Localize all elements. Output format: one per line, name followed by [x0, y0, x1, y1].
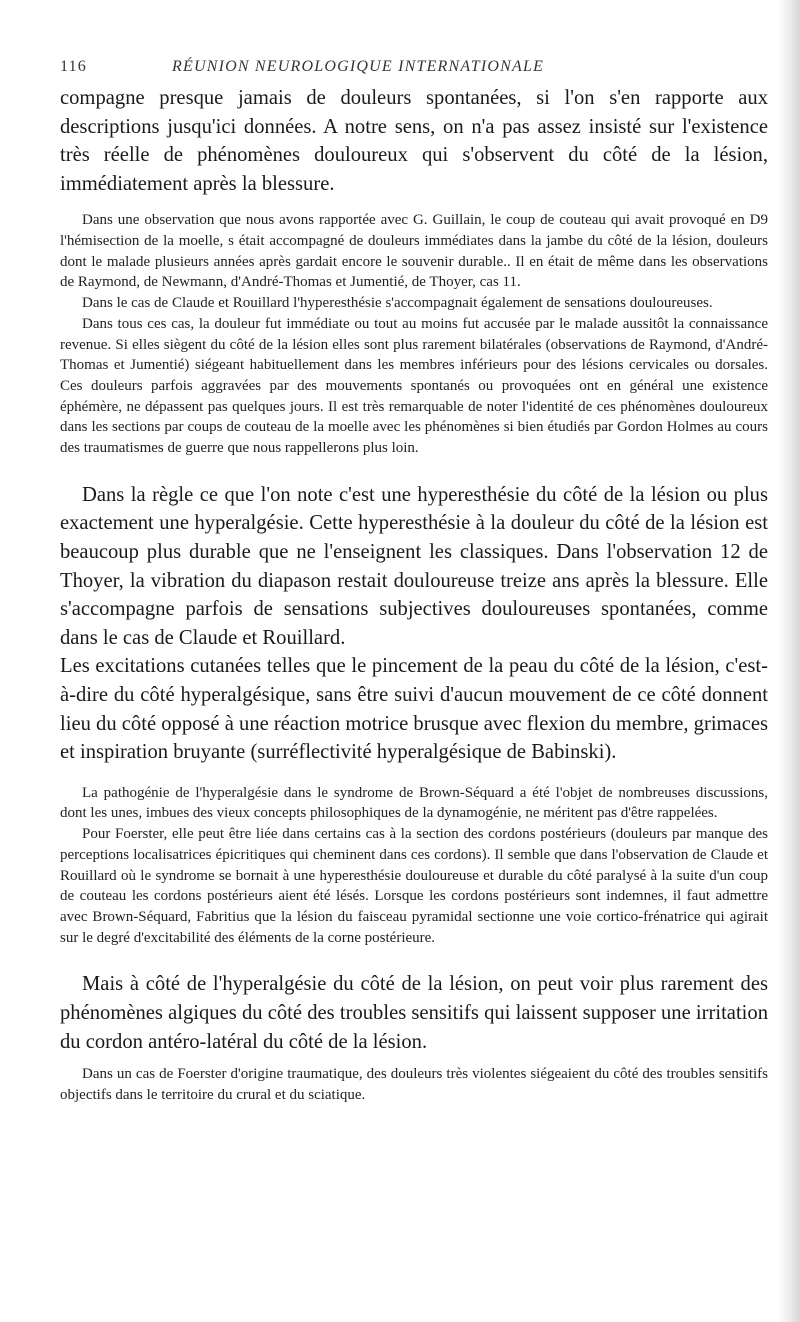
small-print-paragraph-1: Dans une observation que nous avons rapportée avec G. Guillain, le coup de couteau qui avait provoqué en D9 l'hémisection de la moelle, s était accompagné de douleurs immédiates dans la jambe du côté de la lésion, douleurs dont le malade plusieurs années après gardait encore le souvenir durable.. Il en était de même dans les observations de Raymond, de Newmann, d'André-Thomas et Jumentié, de Thoyer, cas 11. — [60, 212, 768, 291]
body-paragraph-4: Mais à côté de l'hyperalgésie du côté de la lésion, on peut voir plus rarement des phénomènes algiques du côté des troubles sensitifs qui laissent supposer une irritation du cordon antéro-latéral du côté de la lésion. — [60, 973, 768, 1053]
page-edge-shadow — [778, 0, 800, 1322]
body-paragraph-1: compagne presque jamais de douleurs spontanées, si l'on s'en rapporte aux descriptions jusqu'ici données. A notre sens, on n'a pas assez insisté sur l'existence très réelle de phénomènes douloureux qui s'observent du côté de la lésion, immédiatement après la blessure. — [60, 87, 768, 195]
body-paragraph-2: Dans la règle ce que l'on note c'est une hyperesthésie du côté de la lésion ou plus exactement une hyperalgésie. Cette hyperesthésie à la douleur du côté de la lésion est beaucoup plus durable que ne l'enseignent les classiques. Dans l'observation 12 de Thoyer, la vibration du diapason restait douloureuse treize ans après la blessure. Elle s'accompagne parfois de sensations subjectives douloureuses spontanées, comme dans le cas de Claude et Rouillard. — [60, 483, 768, 649]
body-paragraph-3: Les excitations cutanées telles que le pincement de la peau du côté de la lésion, c'est-à-dire du côté hyperalgésique, sans être suivi d'aucun mouvement de ce côté donnent lieu du côté opposé à une réaction motrice brusque avec flexion du membre, grimaces et inspiration bruyante (surréflectivité hyperalgésique de Babinski). — [60, 655, 768, 764]
small-print-paragraph-6: Dans un cas de Foerster d'origine traumatique, des douleurs très violentes siégeaient du côté des troubles sensitifs objectifs dans le territoire du crural et du sciatique. — [60, 1066, 768, 1103]
small-print-paragraph-4: La pathogénie de l'hyperalgésie dans le syndrome de Brown-Séquard a été l'objet de nombreuses discussions, dont les unes, imbues des vieux concepts philosophiques de la dynamogénie, ne méritent pas d'être rappelées. — [60, 784, 768, 822]
small-print-paragraph-5: Pour Foerster, elle peut être liée dans certains cas à la section des cordons postérieurs (douleurs par manque des perceptions localisatrices épicritiques qui cheminent dans ces cordons). Il semble que dans l'observation de Claude et Rouillard où le syndrome se bornait à une hyperesthésie douloureuse et durable du côté paralysé à la suite d'un coup de couteau les cordons postérieurs aient été lésés. Lorsque les cordons postérieurs sont indemnes, il faut admettre avec Brown-Séquard, Fabritius que la lésion du faisceau pyramidal sectionne une voie cortico-frénatrice qui agirait sur le degré d'excitabilité des éléments de la corne postérieure. — [60, 826, 768, 946]
small-print-paragraph-2: Dans le cas de Claude et Rouillard l'hyperesthésie s'accompagnait également de sensations douloureuses. — [82, 295, 713, 312]
book-page — [60, 58, 768, 1106]
running-title: RÉUNION NEUROLOGIQUE INTERNATIONALE — [172, 58, 545, 75]
running-header — [60, 58, 768, 84]
small-print-paragraph-3: Dans tous ces cas, la douleur fut immédiate ou tout au moins fut accusée par le malade aussitôt la connaissance revenue. Si elles siègent du côté de la lésion elles sont plus rarement bilatérales (observations de Raymond, d'André-Thomas et Jumentié) siégeant habituellement dans les membres inférieurs pour des lésions cervicales ou dorsales. Ces douleurs parfois aggravées par des mouvements spontanés ou provoquées ont en général une existence éphémère, ne dépassent pas quelques jours. Il est très remarquable de noter l'identité de ces phénomènes douloureux dans les sections par coups de couteau de la moelle avec les phénomènes si bien étudiés par Gordon Holmes au cours des traumatismes de guerre que nous rappellerons plus loin. — [60, 315, 768, 457]
page-number: 116 — [60, 58, 88, 75]
